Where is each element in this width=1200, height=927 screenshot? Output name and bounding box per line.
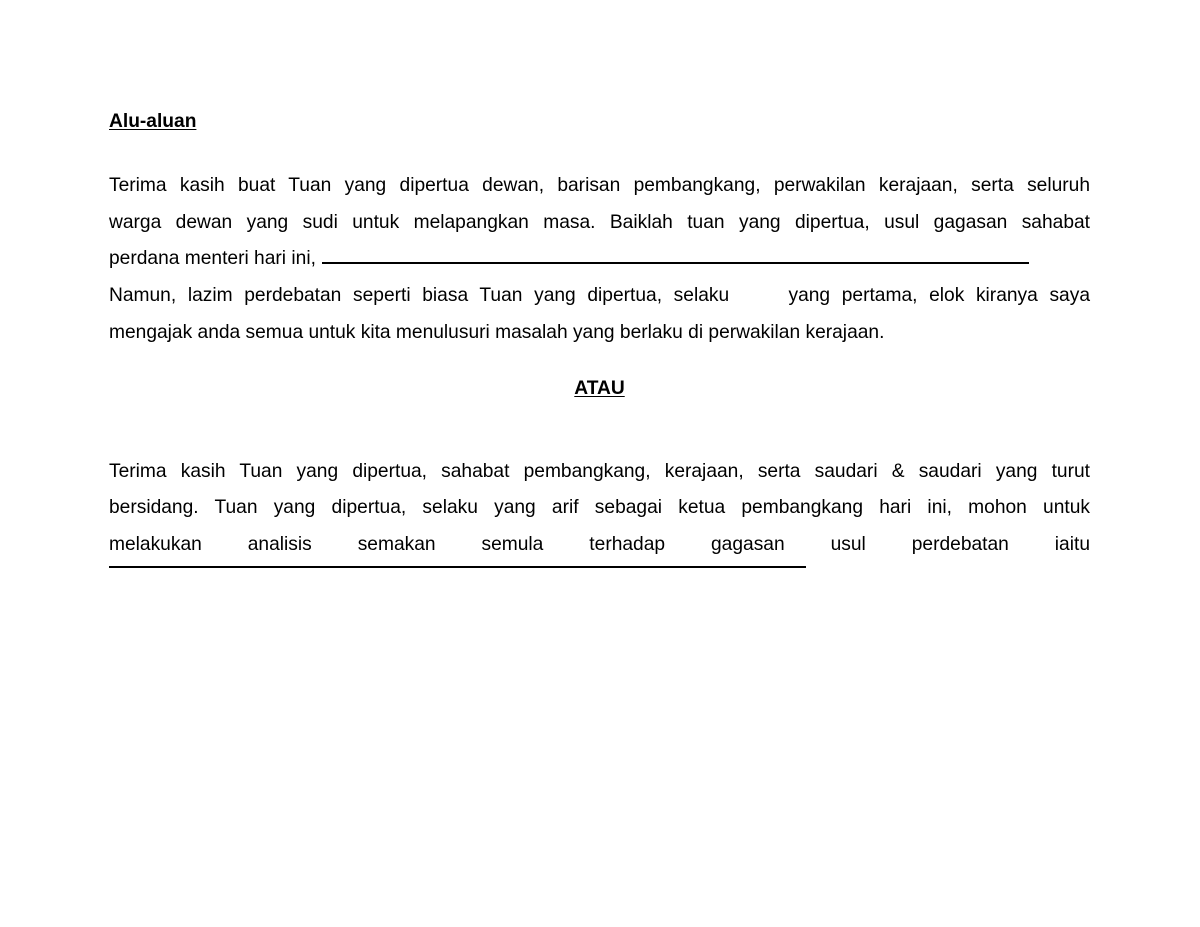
section-heading: Alu-aluan (109, 111, 197, 132)
paragraph-1-line-1: Terima kasih buat Tuan yang dipertua dewan, barisan pembangkang, perwakilan kerajaan, serta seluruh (109, 175, 1090, 196)
separator-heading: ATAU (574, 377, 625, 399)
document-content (109, 108, 1090, 568)
paragraph-1-line-3-text: perdana menteri hari ini, (109, 248, 316, 270)
paragraph-2-line-1: Terima kasih Tuan yang dipertua, sahabat pembangkang, kerajaan, serta saudari & saudari yang turut (109, 460, 1090, 482)
greeting-paragraph-1 (109, 168, 1090, 352)
greeting-paragraph-2 (109, 454, 1090, 568)
paragraph-1-line-4-start: Namun, lazim perdebatan seperti biasa Tuan yang dipertua, selaku (109, 285, 730, 307)
paragraph-1-line-5: mengajak anda semua untuk kita menulusuri masalah yang berlaku di perwakilan kerajaan. (109, 321, 885, 343)
paragraph-2-line-2: bersidang. Tuan yang dipertua, selaku yang arif sebagai ketua pembangkang hari ini, mohon untuk (109, 497, 1090, 519)
fill-in-blank-1 (322, 242, 1029, 264)
paragraph-2-line-3: melakukan analisis semakan semula terhadap gagasan usul perdebatan iaitu (109, 533, 1090, 555)
paragraph-1-line-4-end: yang pertama, elok kiranya saya (788, 285, 1090, 307)
paragraph-1-line-4 (109, 278, 1090, 315)
paragraph-1-line-2: warga dewan yang sudi untuk melapangkan masa. Baiklah tuan yang dipertua, usul gagasan sahabat (109, 211, 1090, 233)
paragraph-1-line-3 (109, 241, 1090, 278)
